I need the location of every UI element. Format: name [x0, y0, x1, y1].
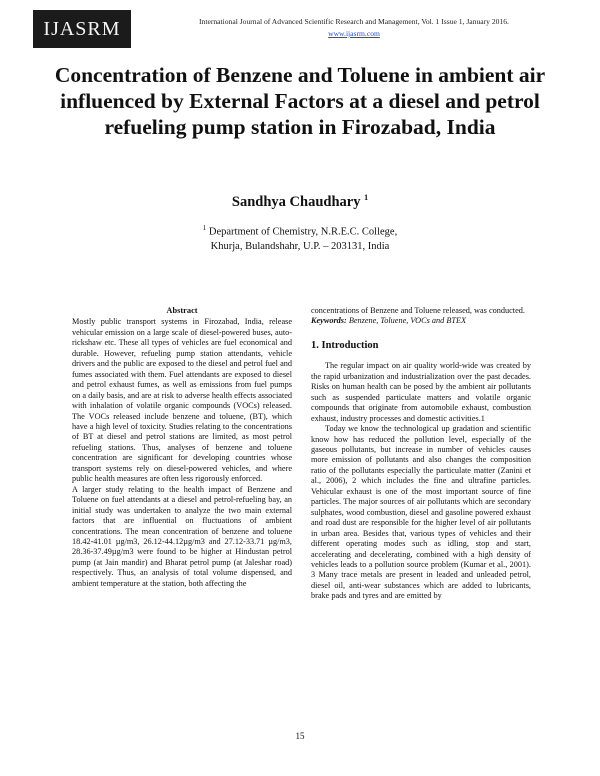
journal-logo: IJASRM: [33, 10, 131, 48]
paper-title: Concentration of Benzene and Toluene in ambient air influenced by External Factors at a diesel and petrol refueling pump station in Firozabad, India: [54, 63, 546, 139]
author-superscript: 1: [364, 193, 369, 202]
intro-paragraph-2: Today we know the technological up gradation and scientific know how has reduced the pollution level, especially of the gaseous pollutants, but increase in number of vehicles causes more emission of pollutants and also changes the composition ratio of the pollutants especially the particulate matter (Zanini et al., 2006), 2 which includes the fine and ultrafine particles. Vehicular exhaust is one of the most important source of fine particles. The major sources of air pollutants which are secondary sulphates, wood combustion, diesel and gasoline powered exhaust and road dust are responsible for the higher level of air pollutants in urban area. Besides that, various types of vehicles and their different operating modes such as idling, stop and start, accelerating and decelerating, combined with a high density of vehicles leads to a pollution source problem (Kumar et al., 2001). 3 Many trace metals are present in leaded and unleaded petrol, diesel oil, anti-wear substances which are added to lubricants, brake pads and tyres and are emitted by: [311, 424, 531, 601]
affiliation-line-1: $^1$ Department of Chemistry, N.R.E.C. College,: [202, 224, 398, 238]
keywords-label: Keywords:: [311, 316, 347, 326]
affiliation-superscript: 1: [202, 224, 207, 232]
affiliation-line-2: Khurja, Bulandshahr, U.P. – 203131, India: [210, 240, 390, 252]
left-column: [72, 306, 292, 589]
keywords-list: Benzene, Toluene, VOCs and BTEX: [346, 316, 467, 326]
journal-citation: International Journal of Advanced Scientific Research and Management, Vol. 1 Issue 1, January 2016.: [199, 17, 509, 26]
abstract-paragraph-3: concentrations of Benzene and Toluene released, was conducted.: [311, 306, 525, 315]
section-heading-introduction: 1. Introduction: [311, 339, 379, 351]
journal-url-link[interactable]: www.ijasrm.com: [328, 29, 380, 38]
abstract-heading: Abstract: [166, 306, 198, 315]
keywords: [311, 316, 531, 326]
abstract-paragraph-1: Mostly public transport systems in Firozabad, India, release vehicular emission on a large scale of diesel-powered buses, auto-rickshaw etc. These all types of vehicles are fuel economical and durable. However, refueling pump station attendants, vehicle drivers and the public are exposed to the diesel and petrol fuel and fumes associated with them. Fuel attendants are exposed to diesel and petrol exhaust fumes, as well as emissions from fuel pumps on a daily basis, and are at risk to adverse health effects associated with inhalation of volatile organic compounds (VOCs) released. The VOCs released include benzene and toluene, (BT), which have a high level of toxicity. Studies relating to the concentrations of BT at diesel and petrol stations are limited, as most petrol refueling stations. Thus, analyses of benzene and toluene concentration are significant for developing countries whose transport systems rely on diesel-powered vehicles, and where public health measures are often less rigorously enforced.: [72, 317, 292, 484]
abstract-paragraph-2: A larger study relating to the health impact of Benzene and Toluene on fuel attendants at a diesel and petrol-refueling bay, an initial study was undertaken to analyze the two main external factors that are influential on fluctuations of ambient concentrations. The mean concentration of benzene and toluene 18.42-41.01 µg/m3, 26.12-44.12µg/m3 and 27.12-33.71 µg/m3, 28.36-37.49µg/m3 were found to be higher at Hindustan petrol pump (at Jain mandir) and Bharat petrol pump (at Jaleshar road) respectively. Thus, an analysis of total volume dispensed, and ambient temperature at the station, both affecting the: [72, 484, 292, 588]
affiliation: [150, 221, 450, 254]
journal-header: [140, 17, 568, 38]
intro-paragraph-1: The regular impact on air quality world-wide was created by the rapid urbanization and industrialization over the past decades. Risks on human health can be posed by the ambient air pollutants such as suspended particulate matters and volatile organic compounds that originate from automobile exhaust, combustion exhaust, industry processes and domestic activities.1: [311, 361, 531, 423]
right-column: [311, 306, 531, 602]
page-number: 15: [295, 731, 305, 741]
author-text: Sandhya Chaudhary: [231, 193, 361, 210]
author-name: [0, 193, 600, 211]
